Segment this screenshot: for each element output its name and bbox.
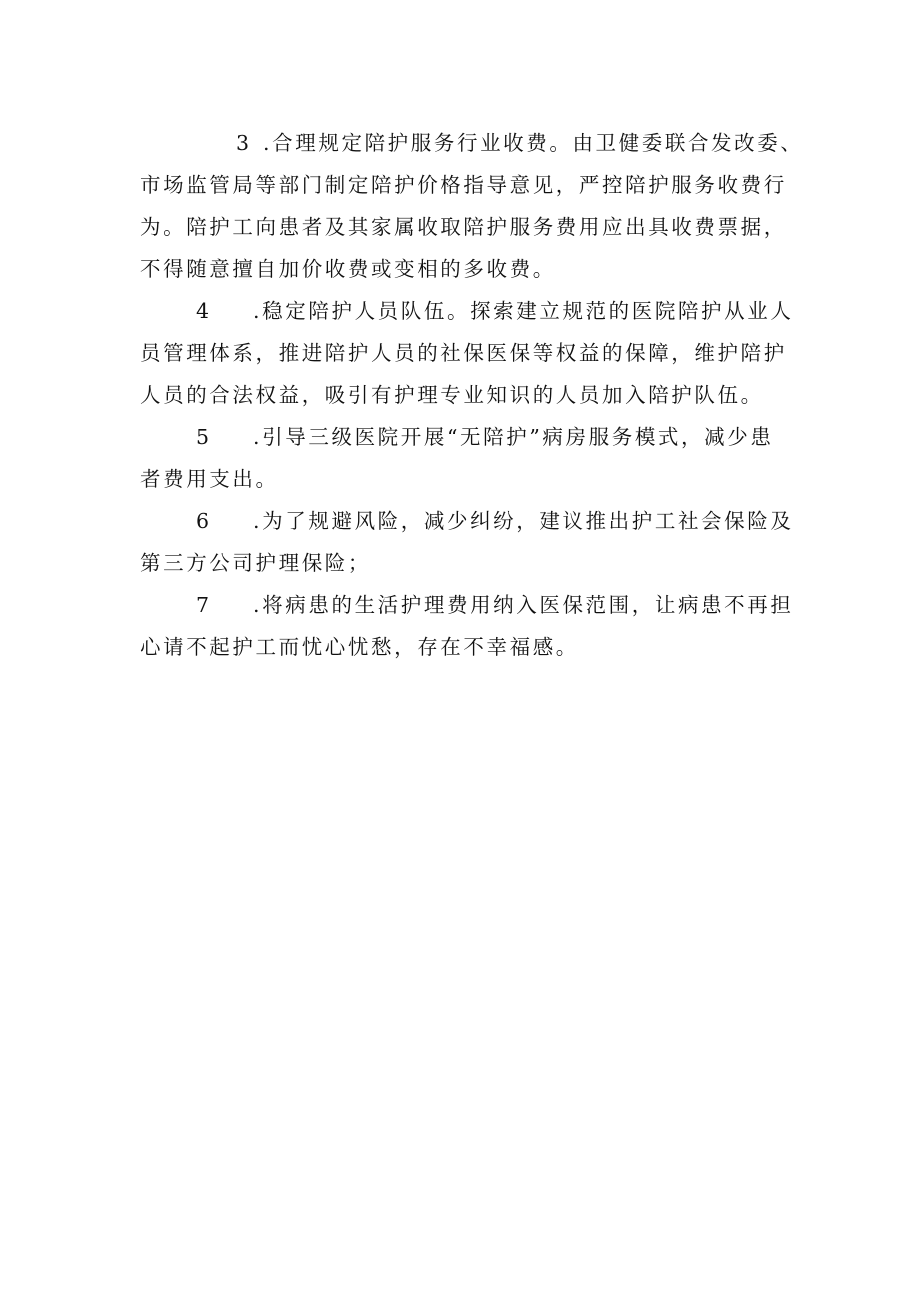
list-item	[140, 290, 800, 416]
item-number: 3	[236, 131, 250, 155]
item-line: 人员的合法权益，吸引有护理专业知识的人员加入陪护队伍。	[140, 383, 764, 407]
item-number: 7	[196, 593, 210, 617]
item-line: 员管理体系，推进陪护人员的社保医保等权益的保障，维护陪护	[140, 341, 787, 365]
item-first-line	[140, 584, 800, 626]
item-first-line	[140, 416, 800, 458]
item-text: .稳定陪护人员队伍。探索建立规范的医院陪护从业人	[253, 299, 794, 323]
item-line: 不得随意擅自加价收费或变相的多收费。	[140, 257, 556, 281]
item-number: 5	[196, 425, 210, 449]
document-body	[140, 122, 804, 668]
item-first-line	[140, 290, 800, 332]
item-text: .引导三级医院开展“无陪护”病房服务模式，减少患	[253, 425, 774, 449]
item-number: 4	[196, 299, 210, 323]
list-item	[140, 416, 800, 500]
item-first-line	[140, 122, 804, 164]
item-text: .合理规定陪护服务行业收费。由卫健委联合发改委、	[263, 131, 804, 155]
item-line: 心请不起护工而忧心忧愁，存在不幸福感。	[140, 635, 579, 659]
item-line: 为。陪护工向患者及其家属收取陪护服务费用应出具收费票据，	[140, 215, 787, 239]
list-item	[140, 584, 800, 668]
item-text: .将病患的生活护理费用纳入医保范围，让病患不再担	[253, 593, 794, 617]
list-item	[140, 500, 800, 584]
item-first-line	[140, 500, 800, 542]
item-line: 者费用支出。	[140, 467, 279, 491]
list-item	[140, 122, 804, 290]
item-number: 6	[196, 509, 210, 533]
item-line: 第三方公司护理保险；	[140, 551, 371, 575]
item-line: 市场监管局等部门制定陪护价格指导意见，严控陪护服务收费行	[140, 173, 787, 197]
item-text: .为了规避风险，减少纠纷，建议推出护工社会保险及	[253, 509, 794, 533]
